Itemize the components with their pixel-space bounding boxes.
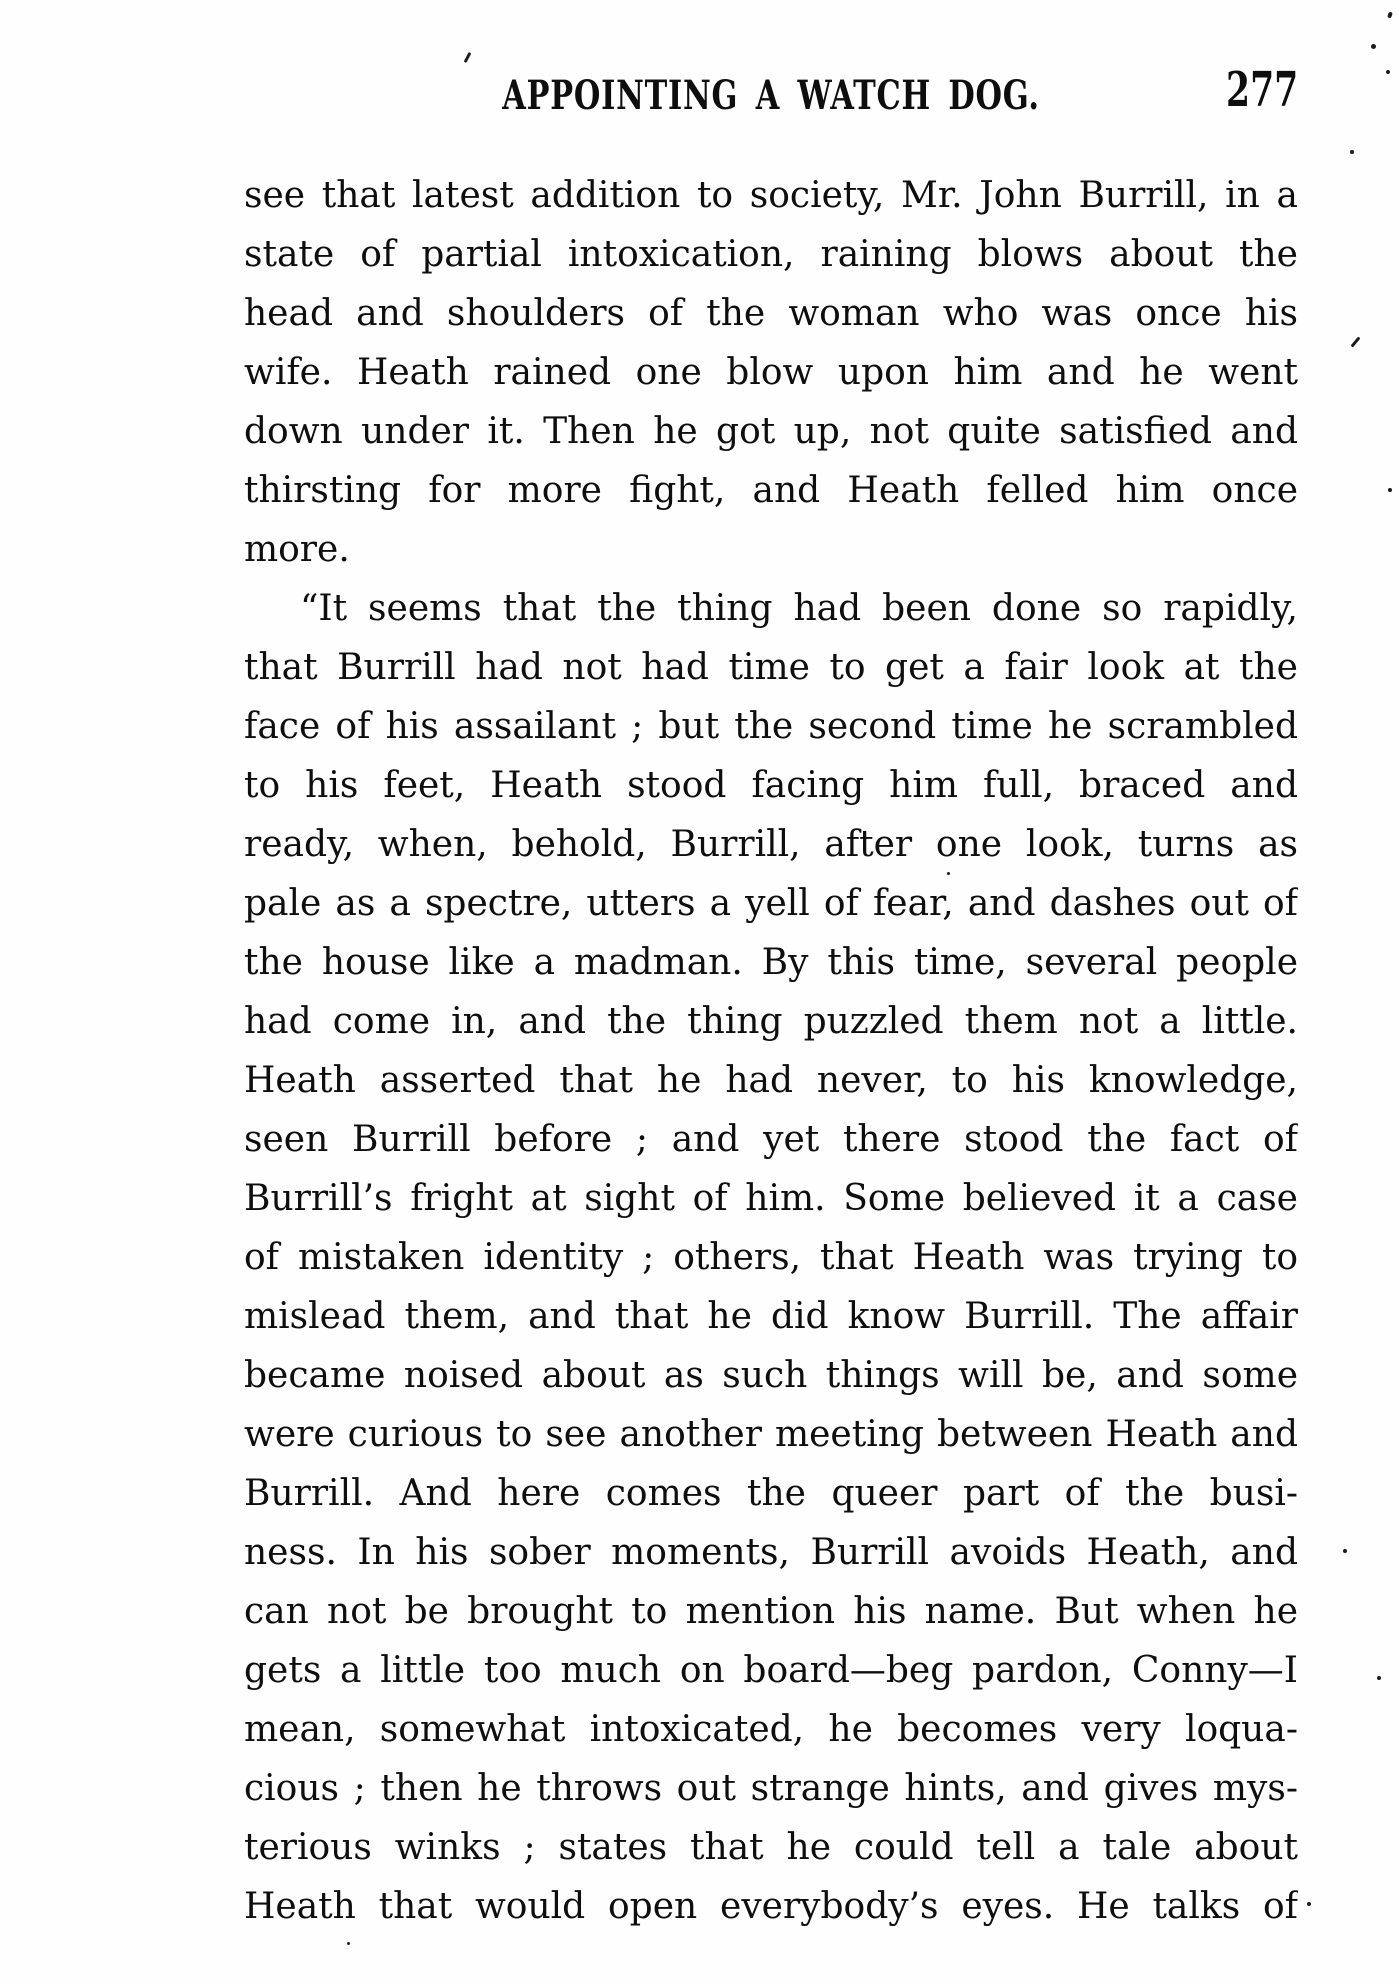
page-number: 277 [1225,62,1298,118]
text-line: became noised about as such things will be, and some [244,1355,1298,1396]
text-line: of mistaken identity ; others, that Heath was trying to [244,1237,1298,1278]
text-line: see that latest addition to society, Mr. John Burrill, in a [244,175,1298,216]
text-line: Heath that would open everybody’s eyes. He talks of [244,1886,1298,1927]
text-line: more. [244,529,350,570]
scan-speckle [1386,70,1390,74]
text-line: thirsting for more fight, and Heath felled him once [244,470,1298,511]
text-line: had come in, and the thing puzzled them not a little. [244,1001,1298,1042]
text-line: were curious to see another meeting between Heath and [244,1414,1298,1455]
text-line: can not be brought to mention his name. But when he [244,1591,1298,1632]
scan-speckle [1387,11,1393,18]
text-line: seen Burrill before ; and yet there stood the fact of [244,1119,1298,1160]
scan-speckle [1343,1549,1347,1553]
scan-speckle [1350,336,1360,347]
text-line: pale as a spectre, utters a yell of fear, and dashes out of [244,883,1298,924]
paragraph [244,166,1298,579]
scan-speckle [1307,1902,1311,1906]
text-line: wife. Heath rained one blow upon him and he went [244,352,1298,393]
scan-speckle [947,872,950,875]
text-line: the house like a madman. By this time, several people [244,942,1298,983]
text-line: mislead them, and that he did know Burrill. The affair [244,1296,1298,1337]
page-header [244,60,1298,130]
text-line: ready, when, behold, Burrill, after one look, turns as [244,824,1298,865]
text-line: ness. In his sober moments, Burrill avoids Heath, and [244,1532,1298,1573]
scan-speckle [1377,1676,1381,1680]
paragraph [244,579,1298,1936]
text-line: that Burrill had not had time to get a fair look at the [244,647,1298,688]
running-title: APPOINTING A WATCH DOG. [502,72,1040,119]
scan-speckle [1350,150,1354,154]
text-line: gets a little too much on board—beg pardon, Conny—I [244,1650,1298,1691]
text-line: face of his assailant ; but the second time he scrambled [244,706,1298,747]
scan-speckle [1371,44,1376,49]
text-line: state of partial intoxication, raining blows about the [244,234,1298,275]
text-line: “It seems that the thing had been done so rapidly, [300,588,1298,629]
text-line: Burrill’s fright at sight of him. Some believed it a case [244,1178,1298,1219]
text-line: Burrill. And here comes the queer part of the busi- [244,1473,1298,1514]
text-line: down under it. Then he got up, not quite satisfied and [244,411,1298,452]
text-line: terious winks ; states that he could tell a tale about [244,1827,1298,1868]
scan-speckle [347,1942,350,1945]
text-line: cious ; then he throws out strange hints, and gives mys- [244,1768,1298,1809]
text-line: Heath asserted that he had never, to his knowledge, [244,1060,1298,1101]
page-body [244,166,1298,1936]
scan-speckle [1388,488,1392,492]
text-line: head and shoulders of the woman who was once his [244,293,1298,334]
text-line: mean, somewhat intoxicated, he becomes very loqua- [244,1709,1298,1750]
text-line: to his feet, Heath stood facing him full, braced and [244,765,1298,806]
